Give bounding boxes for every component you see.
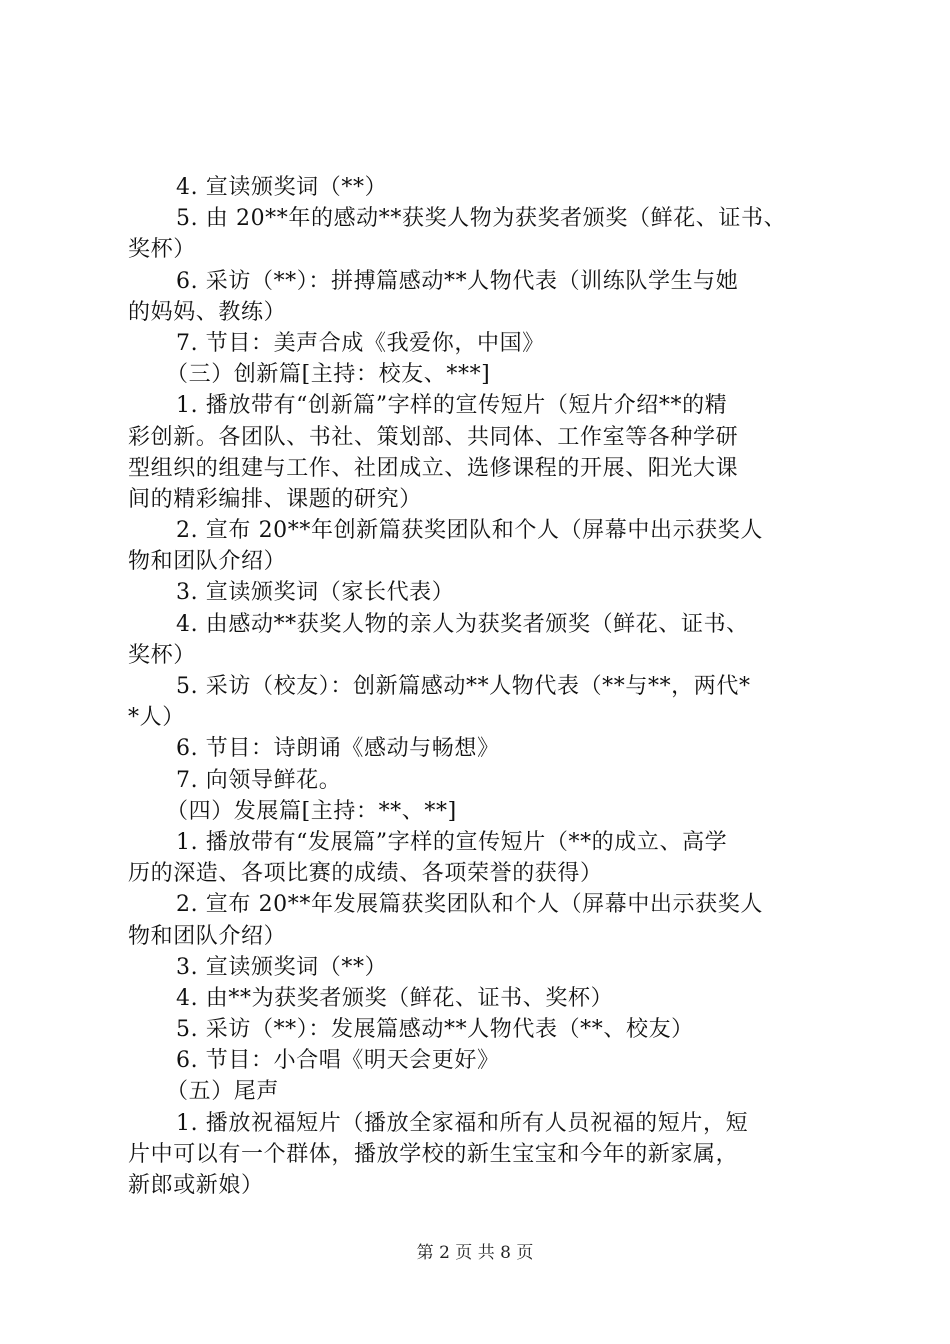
text-line: 5. 由 20**年的感动**获奖人物为获奖者颁奖（鲜花、证书、	[176, 206, 787, 232]
section-heading: （五）尾声	[166, 1079, 280, 1105]
text-line: 新郎或新娘）	[128, 1173, 264, 1198]
text-line: 奖杯）	[128, 237, 196, 263]
section-heading: （三）创新篇[主持：校友、***]	[166, 362, 491, 388]
text-line: 2. 宣布 20**年创新篇获奖团队和个人（屏幕中出示获奖人	[176, 518, 763, 544]
text-line: 5. 采访（**）：发展篇感动**人物代表（**、校友）	[176, 1017, 694, 1043]
text-line: 6. 采访（**）：拼搏篇感动**人物代表（训练队学生与她	[176, 268, 739, 294]
text-line: 7. 向领导鲜花。	[176, 767, 342, 793]
page-footer: 第 2 页 共 8 页	[416, 1243, 534, 1263]
text-line: 4. 宣读颁奖词（**）	[176, 175, 388, 200]
text-line: 物和团队介绍）	[128, 549, 287, 575]
section-heading: （四）发展篇[主持：**、**]	[166, 798, 457, 824]
text-line: 6. 节目：诗朗诵《感动与畅想》	[176, 736, 500, 762]
text-line: 3. 宣读颁奖词（**）	[176, 954, 388, 980]
text-line: 1. 播放带有“创新篇”字样的宣传短片（短片介绍**的精	[176, 393, 728, 419]
text-line: 物和团队介绍）	[128, 923, 287, 949]
document-body	[128, 172, 848, 1201]
text-line: 奖杯）	[128, 642, 196, 668]
text-line: 间的精彩编排、课题的研究）	[128, 486, 422, 512]
text-line: 3. 宣读颁奖词（家长代表）	[176, 580, 455, 606]
text-line: *人）	[128, 705, 185, 731]
text-line: 1. 播放带有“发展篇”字样的宣传短片（**的成立、高学	[176, 829, 728, 855]
text-line: 型组织的组建与工作、社团成立、选修课程的开展、阳光大课	[128, 455, 739, 481]
text-line: 5. 采访（校友）：创新篇感动**人物代表（**与**，两代*	[176, 674, 751, 699]
text-line: 4. 由**为获奖者颁奖（鲜花、证书、奖杯）	[176, 985, 614, 1011]
text-line: 4. 由感动**获奖人物的亲人为获奖者颁奖（鲜花、证书、	[176, 611, 749, 637]
text-line: 2. 宣布 20**年发展篇获奖团队和个人（屏幕中出示获奖人	[176, 892, 763, 918]
text-line: 7. 节目：美声合成《我爱你，中国》	[176, 330, 545, 356]
text-line: 历的深造、各项比赛的成绩、各项荣誉的获得）	[128, 861, 603, 887]
text-line: 的妈妈、教练）	[128, 299, 287, 325]
text-line: 彩创新。各团队、书社、策划部、共同体、工作室等各种学研	[128, 424, 739, 450]
text-line: 6. 节目：小合唱《明天会更好》	[176, 1048, 500, 1074]
text-line: 1. 播放祝福短片（播放全家福和所有人员祝福的短片，短	[176, 1110, 749, 1136]
text-line: 片中可以有一个群体，播放学校的新生宝宝和今年的新家属，	[128, 1141, 739, 1167]
